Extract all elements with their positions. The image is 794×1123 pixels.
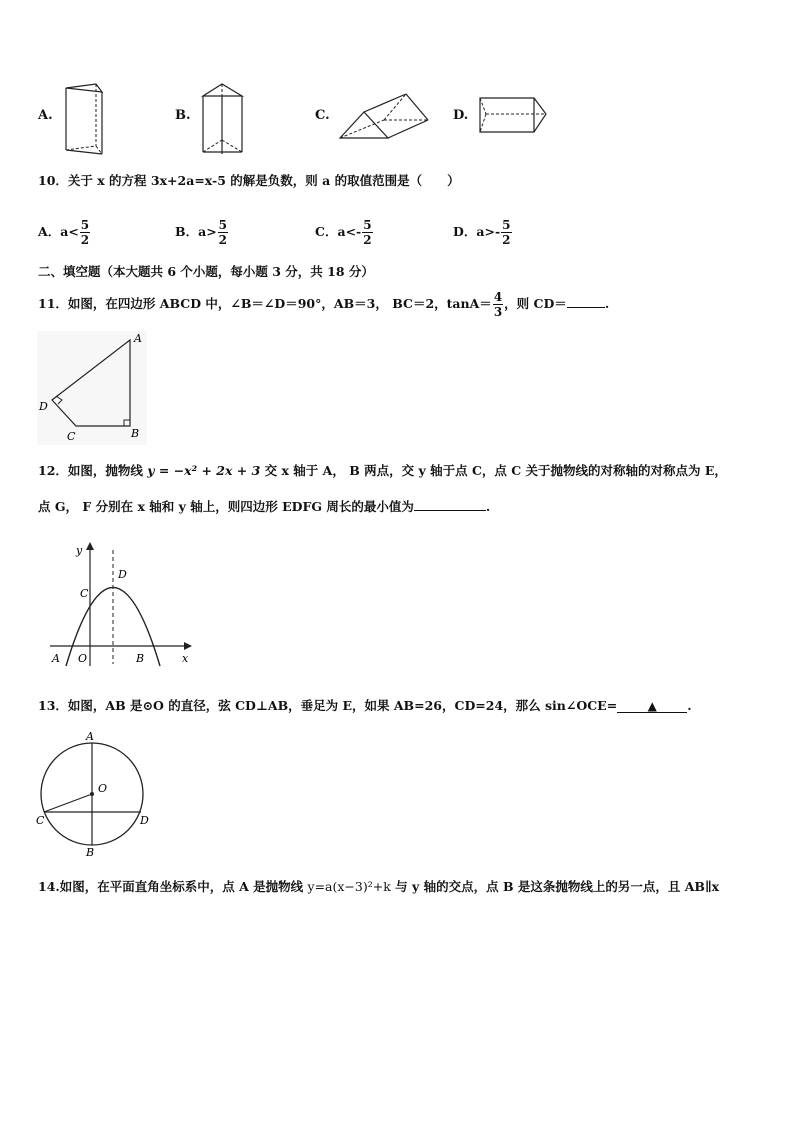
q14-stem <box>38 878 719 896</box>
q9-option-b-label: B. <box>175 108 191 123</box>
label-d: D <box>118 568 127 581</box>
fraction <box>362 218 372 247</box>
sign: - <box>356 224 362 239</box>
q13-end: . <box>687 698 692 713</box>
q9-option-c-figure <box>336 90 432 142</box>
denominator: 2 <box>218 233 228 247</box>
fraction <box>501 218 511 247</box>
q12-equation: y = −x² + 2x + 3 <box>147 463 261 478</box>
denominator: 2 <box>502 233 511 247</box>
relation: > <box>206 224 217 239</box>
label-c: C <box>80 587 89 600</box>
variable: a <box>198 224 207 239</box>
q13-text: 13．如图，AB 是⊙O 的直径，弦 CD⊥AB，垂足为 E，如果 AB=26，CD=24，那么 sin∠OCE= <box>38 698 618 713</box>
sign: - <box>494 224 501 239</box>
q11-stem <box>38 290 609 319</box>
answer-blank[interactable] <box>617 700 687 713</box>
variable: a <box>476 224 485 239</box>
label-a: A <box>86 730 94 743</box>
denominator: 2 <box>80 233 90 247</box>
label-c: C <box>36 814 45 827</box>
q11-tan-fraction <box>493 290 503 319</box>
q12-line2-text: 点 G， F 分别在 x 轴和 y 轴上，则四边形 EDFG 周长的最小值为 <box>38 499 414 514</box>
fraction <box>80 218 90 247</box>
q11-suffix: ，则 CD＝ <box>504 296 567 311</box>
numerator: 5 <box>363 218 372 232</box>
numerator: 5 <box>502 218 511 232</box>
option-label: A． <box>38 224 61 239</box>
section-heading: 二、填空题（本大题共 6 个小题，每小题 3 分，共 18 分） <box>38 264 374 279</box>
q11-figure <box>36 330 148 446</box>
denominator: 2 <box>363 233 372 247</box>
axis-label-y: y <box>76 544 83 557</box>
q12-rest: 交 x 轴于 A， B 两点，交 y 轴于点 C，点 C 关于抛物线的对称轴的对称点为 E， <box>260 463 727 478</box>
q9-option-a-label: A. <box>38 108 53 123</box>
q10-option-d <box>453 218 513 247</box>
option-label: D． <box>453 224 477 239</box>
relation: < <box>68 224 79 239</box>
q9-option-a-figure <box>60 80 110 158</box>
label-b: B <box>136 652 145 665</box>
relation: > <box>484 224 495 239</box>
q14-suffix: 与 y 轴的交点，点 B 是这条抛物线上的另一点，且 AB∥x <box>390 879 720 894</box>
numerator: 4 <box>493 290 503 304</box>
q13-figure <box>34 726 156 860</box>
q9-option-c-label: C. <box>315 108 330 123</box>
label-o: O <box>78 652 88 665</box>
option-label: B． <box>175 224 199 239</box>
axis-label-x: x <box>182 652 189 665</box>
q9-options <box>0 78 794 158</box>
q12-end: . <box>485 499 491 514</box>
q10-options <box>0 212 794 252</box>
q11-end: . <box>604 296 610 311</box>
denominator: 3 <box>493 305 503 319</box>
label-c: C <box>67 430 76 443</box>
answer-blank[interactable] <box>414 498 486 511</box>
label-d: D <box>39 400 48 413</box>
q10-stem: 10．关于 x 的方程 3x+2a=x-5 的解是负数，则 a 的取值范围是（ ） <box>38 173 460 188</box>
option-label: C． <box>315 224 338 239</box>
q14-prefix: 14.如图，在平面直角坐标系中，点 A 是抛物线 <box>38 879 308 894</box>
label-a: A <box>52 652 60 665</box>
q12-figure <box>46 538 196 670</box>
label-a: A <box>134 332 142 345</box>
variable: a <box>60 224 69 239</box>
q12-line1 <box>38 462 727 480</box>
numerator: 5 <box>218 218 228 232</box>
q10-option-a <box>38 218 91 247</box>
label-b: B <box>131 427 140 440</box>
numerator: 5 <box>80 218 90 232</box>
q12-prefix: 12．如图，抛物线 <box>38 463 148 478</box>
q10-option-b <box>175 218 229 247</box>
variable: a <box>337 224 346 239</box>
relation: < <box>345 224 357 239</box>
q13-stem <box>38 697 692 715</box>
label-d: D <box>140 814 149 827</box>
label-b: B <box>86 846 95 859</box>
q9-option-b-figure <box>198 80 246 158</box>
triangle-icon: ▲ <box>647 699 657 713</box>
q11-prefix: 11．如图，在四边形 ABCD 中，∠B＝∠D＝90°，AB＝3， BC＝2，tanA＝ <box>38 296 492 311</box>
q14-equation: y=a(x−3)²+k <box>307 879 391 894</box>
label-o: O <box>98 782 108 795</box>
q10-option-c <box>315 218 374 247</box>
q9-option-d-figure <box>476 94 548 138</box>
fraction <box>218 218 228 247</box>
q9-option-d-label: D. <box>453 108 469 123</box>
q12-line2 <box>38 498 490 516</box>
answer-blank[interactable] <box>567 295 605 308</box>
